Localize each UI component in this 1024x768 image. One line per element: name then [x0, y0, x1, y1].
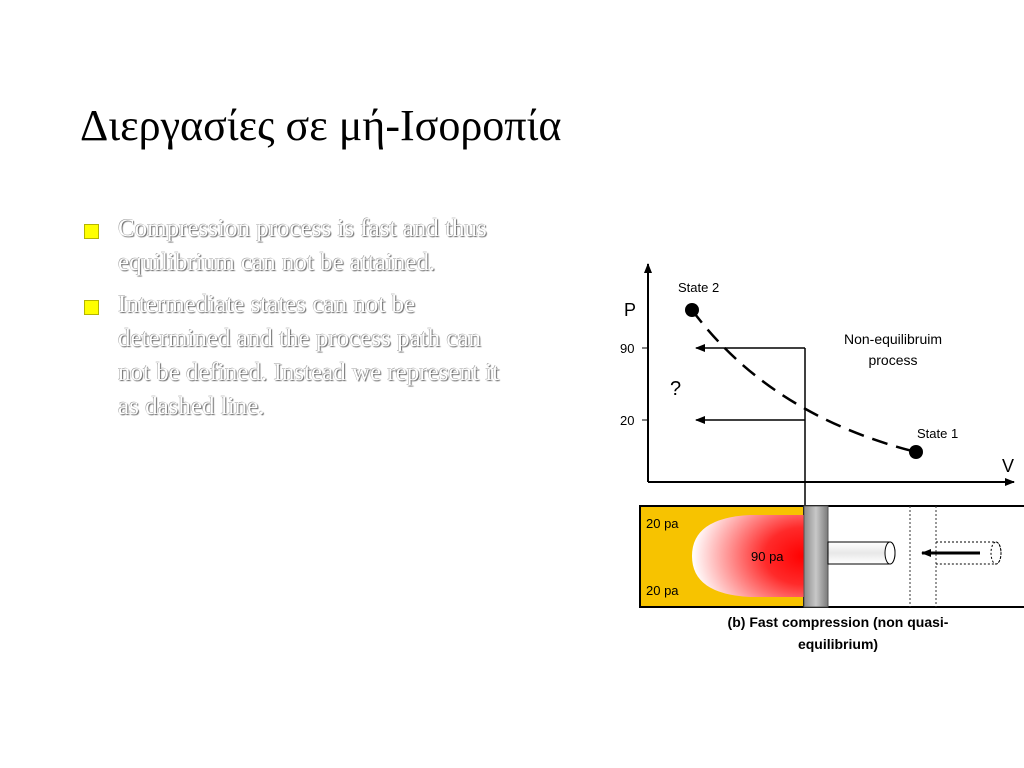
caption-line2: equilibrium) — [797, 636, 879, 652]
process-label-line2: process — [868, 352, 918, 368]
pressure-label-bottom: 20 pa — [646, 583, 679, 598]
bullet-item — [80, 288, 500, 424]
pressure-label-center: 90 pa — [751, 549, 784, 564]
bullet-item — [80, 212, 500, 280]
hot-gas-region — [692, 515, 804, 597]
question-mark: ? — [670, 378, 682, 400]
bullet-square-icon — [84, 224, 99, 239]
pv-piston-diagram — [600, 240, 1024, 660]
bullet-square-icon — [84, 300, 99, 315]
tick-label-20: 20 — [620, 413, 635, 428]
caption-line1: (b) Fast compression (non quasi- — [727, 614, 949, 630]
bullet-text: Compression process is fast and thus equilibrium can not be attained. — [118, 215, 487, 276]
piston-rod-end — [885, 542, 895, 564]
tick-label-90: 90 — [620, 341, 635, 356]
state-2-point — [685, 303, 699, 317]
bullet-text: Intermediate states can not be determined and the process path can not be defined. Instead we represent it as dashed line. — [118, 291, 500, 420]
bullet-list — [80, 212, 500, 432]
p-axis-label: P — [624, 300, 637, 320]
state-1-label: State 1 — [917, 426, 959, 441]
process-label-line1: Non-equilibruim — [843, 331, 943, 347]
piston — [804, 506, 828, 607]
state-2-label: State 2 — [678, 280, 720, 295]
pressure-label-top: 20 pa — [646, 516, 679, 531]
slide-title: Διεργασίες σε μή-Ισοροπία — [80, 101, 562, 150]
v-axis-label: V — [1002, 456, 1015, 476]
state-1-point — [909, 445, 923, 459]
